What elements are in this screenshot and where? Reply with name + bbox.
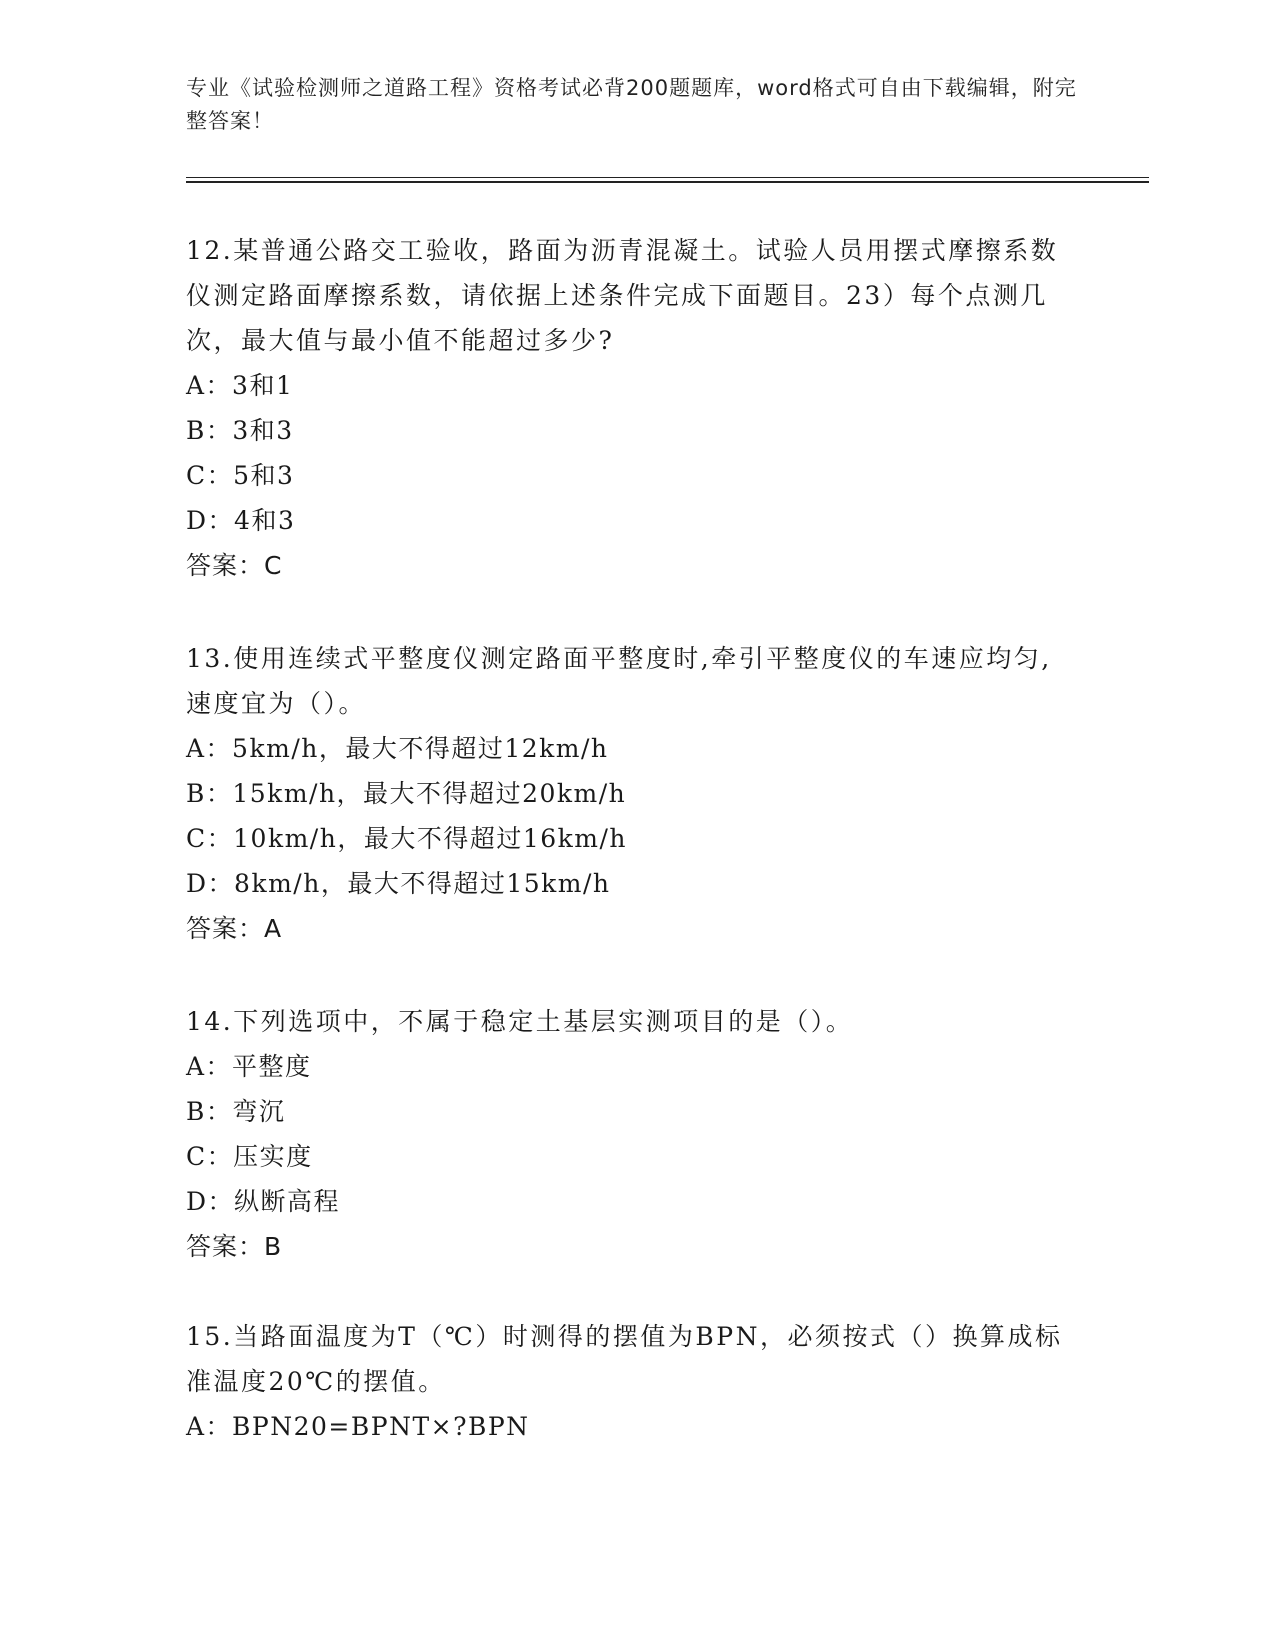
- document-header: 专业《试验检测师之道路工程》资格考试必背200题题库，word格式可自由下载编辑，附完整答案！: [186, 76, 1077, 133]
- question-12: [186, 228, 1066, 588]
- option-a: A：3和1: [186, 371, 294, 400]
- header-divider-thick: [186, 181, 1149, 183]
- question-text: 14.下列选项中，不属于稳定土基层实测项目的是（）。: [186, 1007, 854, 1036]
- answer: 答案：B: [186, 1232, 283, 1261]
- question-text: 13.使用连续式平整度仪测定路面平整度时,牵引平整度仪的车速应均匀,速度宜为（）。: [186, 644, 1052, 718]
- option-a: A：平整度: [186, 1052, 312, 1081]
- question-text: 15.当路面温度为T（℃）时测得的摆值为BPN，必须按式（）换算成标准温度20℃的摆值。: [186, 1322, 1063, 1396]
- option-d: D：8km/h，最大不得超过15km/h: [186, 869, 611, 898]
- answer: 答案：A: [186, 914, 283, 943]
- question-14: [186, 999, 1066, 1269]
- option-d: D：4和3: [186, 506, 296, 535]
- answer: 答案：C: [186, 551, 283, 580]
- option-c: C：5和3: [186, 461, 295, 490]
- option-c: C：10km/h，最大不得超过16km/h: [186, 824, 628, 853]
- option-a: A：BPN20=BPNT×?BPN: [186, 1412, 530, 1441]
- question-15: [186, 1314, 1066, 1449]
- question-text: 12.某普通公路交工验收，路面为沥青混凝土。试验人员用摆式摩擦系数仪测定路面摩擦系数，请依据上述条件完成下面题目。23）每个点测几次，最大值与最小值不能超过多少?: [186, 236, 1059, 355]
- option-a: A：5km/h，最大不得超过12km/h: [186, 734, 609, 763]
- option-b: B：3和3: [186, 416, 294, 445]
- option-d: D：纵断高程: [186, 1187, 341, 1216]
- option-b: B：15km/h，最大不得超过20km/h: [186, 779, 627, 808]
- question-13: [186, 636, 1066, 951]
- option-c: C：压实度: [186, 1142, 313, 1171]
- option-b: B：弯沉: [186, 1097, 286, 1126]
- header-divider: [186, 177, 1149, 178]
